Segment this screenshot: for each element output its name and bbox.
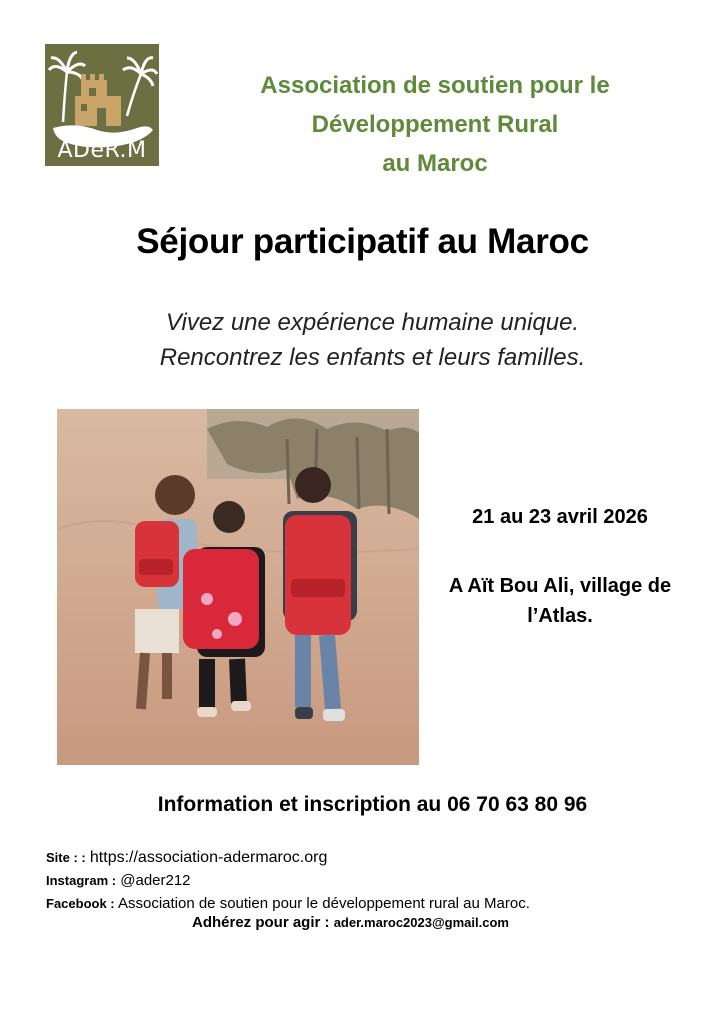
site-link[interactable]: https://association-adermaroc.org [89,849,328,866]
association-name [205,66,665,183]
children-photo [57,409,419,765]
event-place [440,571,680,631]
page-title: Séjour participatif au Maroc [136,222,589,261]
facebook-row [46,892,686,915]
site-label: Site : : [46,850,86,865]
facebook-page[interactable]: Association de soutien pour le développement rural au Maroc. [117,895,530,912]
tagline [0,305,725,375]
association-name-line-3: au Maroc [382,150,488,177]
instagram-row [46,869,686,892]
event-dates: 21 au 23 avril 2026 [472,506,648,528]
contact-email[interactable]: ader.maroc2023@gmail.com [333,915,509,930]
association-name-line-1: Association de soutien pour le [260,72,610,99]
event-place-line-2: l’Atlas. [527,605,593,627]
facebook-label: Facebook : [46,896,115,911]
children-walking-image [57,409,419,765]
contact-details [46,846,686,915]
logo-text: ADéR.M [57,138,147,163]
membership-label: Adhérez pour agir : [192,914,330,931]
instagram-handle[interactable]: @ader212 [120,872,191,889]
tagline-line-1: Vivez une expérience humaine unique. [165,309,580,336]
tagline-line-2: Rencontrez les enfants et leurs familles. [159,344,586,371]
registration-info: Information et inscription au 06 70 63 80 96 [157,793,588,816]
instagram-label: Instagram : [46,873,117,888]
membership-line [192,914,509,931]
association-name-line-2: Développement Rural [311,111,559,138]
event-place-line-1: A Aït Bou Ali, village de [448,575,672,597]
site-row [46,846,686,869]
association-logo [45,44,159,166]
